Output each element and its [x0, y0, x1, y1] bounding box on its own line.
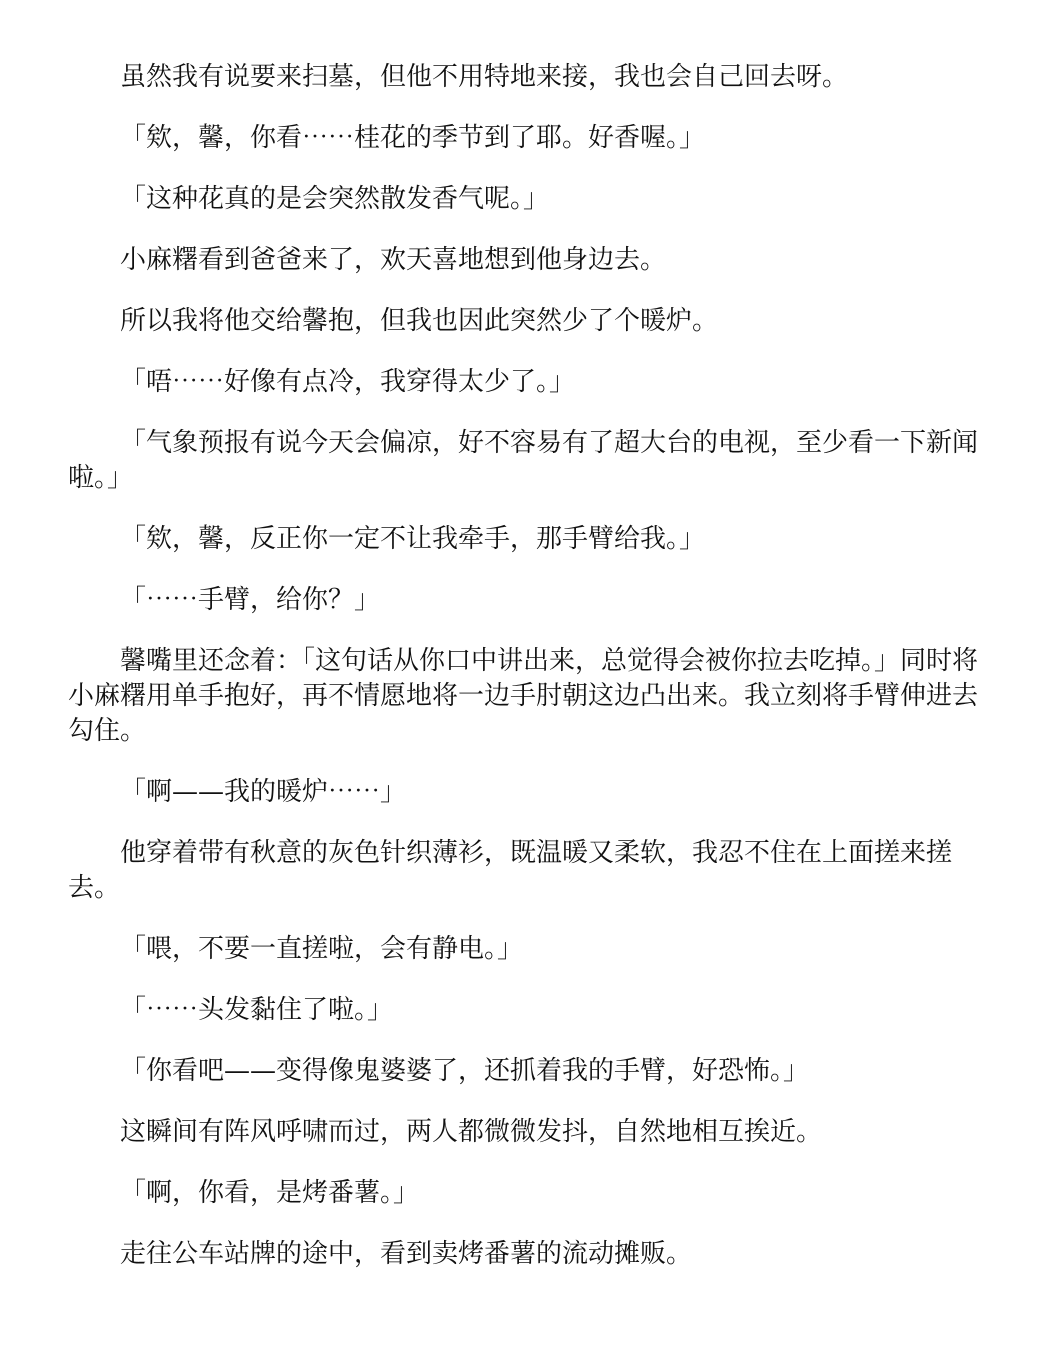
paragraph: 这瞬间有阵风呼啸而过，两人都微微发抖，自然地相互挨近。: [120, 1117, 823, 1147]
paragraph: 「你看吧——变得像鬼婆婆了，还抓着我的手臂，好恐怖。」: [120, 1056, 810, 1086]
paragraph: 「⋯⋯手臂，给你？」: [120, 585, 381, 615]
paragraph: 小麻糬看到爸爸来了，欢天喜地想到他身边去。: [120, 245, 667, 275]
document-page: [68, 60, 978, 1298]
paragraph: 虽然我有说要来扫墓，但他不用特地来接，我也会自己回去呀。: [120, 62, 849, 92]
paragraph: 「喂，不要一直搓啦，会有静电。」: [120, 934, 524, 964]
paragraph: 馨嘴里还念着：「这句话从你口中讲出来，总觉得会被你拉去吃掉。」同时将小麻糬用单手抱好，再不情愿地将一边手肘朝这边凸出来。我立刻将手臂伸进去勾住。: [68, 646, 979, 746]
paragraph: 走往公车站牌的途中，看到卖烤番薯的流动摊贩。: [120, 1239, 693, 1269]
paragraph: 「气象预报有说今天会偏凉，好不容易有了超大台的电视，至少看一下新闻啦。」: [68, 428, 979, 493]
paragraph: 「这种花真的是会突然散发香气呢。」: [120, 184, 550, 214]
paragraph: 所以我将他交给馨抱，但我也因此突然少了个暖炉。: [120, 306, 719, 336]
paragraph: 「唔⋯⋯好像有点冷，我穿得太少了。」: [120, 367, 576, 397]
paragraph: 他穿着带有秋意的灰色针织薄衫，既温暖又柔软，我忍不住在上面搓来搓去。: [68, 838, 953, 903]
paragraph: 「欸，馨，反正你一定不让我牵手，那手臂给我。」: [120, 524, 706, 554]
paragraph: 「欸，馨，你看⋯⋯桂花的季节到了耶。好香喔。」: [120, 123, 706, 153]
paragraph: 「⋯⋯头发黏住了啦。」: [120, 995, 394, 1025]
paragraph: 「啊，你看，是烤番薯。」: [120, 1178, 420, 1208]
paragraph: 「啊——我的暖炉⋯⋯」: [120, 777, 407, 807]
